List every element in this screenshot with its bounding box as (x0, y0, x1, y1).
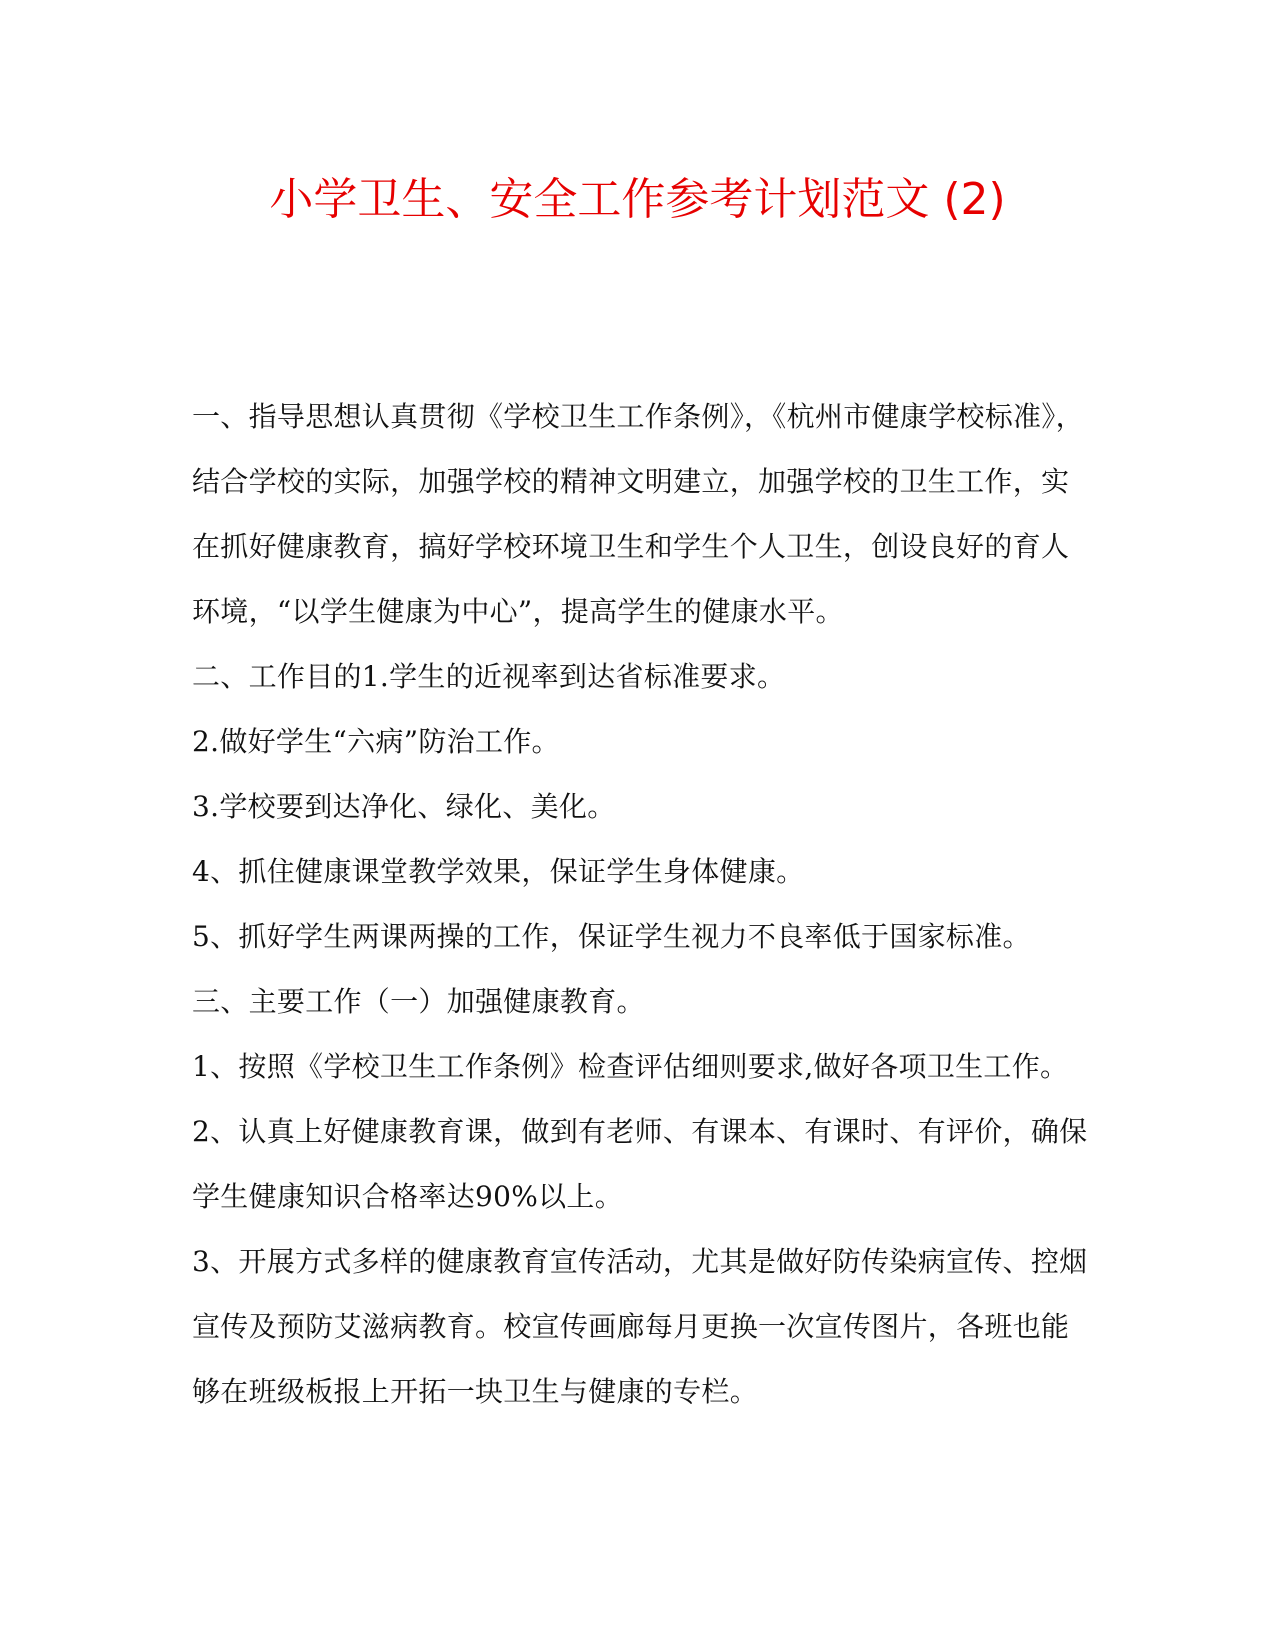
paragraph-guiding-ideology: 一、指导思想认真贯彻《学校卫生工作条例》，《杭州市健康学校标准》，结合学校的实际，加强学校的精神文明建立，加强学校的卫生工作，实在抓好健康教育，搞好学校环境卫生和学生个人卫生，创设良好的育人环境，“以学生健康为中心”，提高学生的健康水平。 (192, 400, 1084, 628)
paragraph-goal-5: 5、抓好学生两课两操的工作，保证学生视力不良率低于国家标准。 (192, 920, 1031, 953)
paragraph-item-1: 1、按照《学校卫生工作条例》检查评估细则要求,做好各项卫生工作。 (192, 1050, 1069, 1083)
paragraph-item-2: 2、认真上好健康教育课，做到有老师、有课本、有课时、有评价，确保学生健康知识合格率达90%以上。 (192, 1115, 1088, 1213)
paragraph-goal-3: 3.学校要到达净化、绿化、美化。 (192, 790, 616, 823)
paragraph-work-goals: 二、工作目的1.学生的近视率到达省标准要求。 (192, 660, 786, 693)
document-body (192, 384, 1092, 1424)
document-title: 小学卫生、安全工作参考计划范文 (2) (269, 174, 1006, 225)
paragraph-goal-2: 2.做好学生“六病”防治工作。 (192, 725, 560, 758)
paragraph-main-work: 三、主要工作（一）加强健康教育。 (192, 985, 645, 1018)
paragraph-item-3: 3、开展方式多样的健康教育宣传活动，尤其是做好防传染病宣传、控烟宣传及预防艾滋病教育。校宣传画廊每月更换一次宣传图片，各班也能够在班级板报上开拓一块卫生与健康的专栏。 (192, 1245, 1088, 1408)
paragraph-goal-4: 4、抓住健康课堂教学效果，保证学生身体健康。 (192, 855, 805, 888)
